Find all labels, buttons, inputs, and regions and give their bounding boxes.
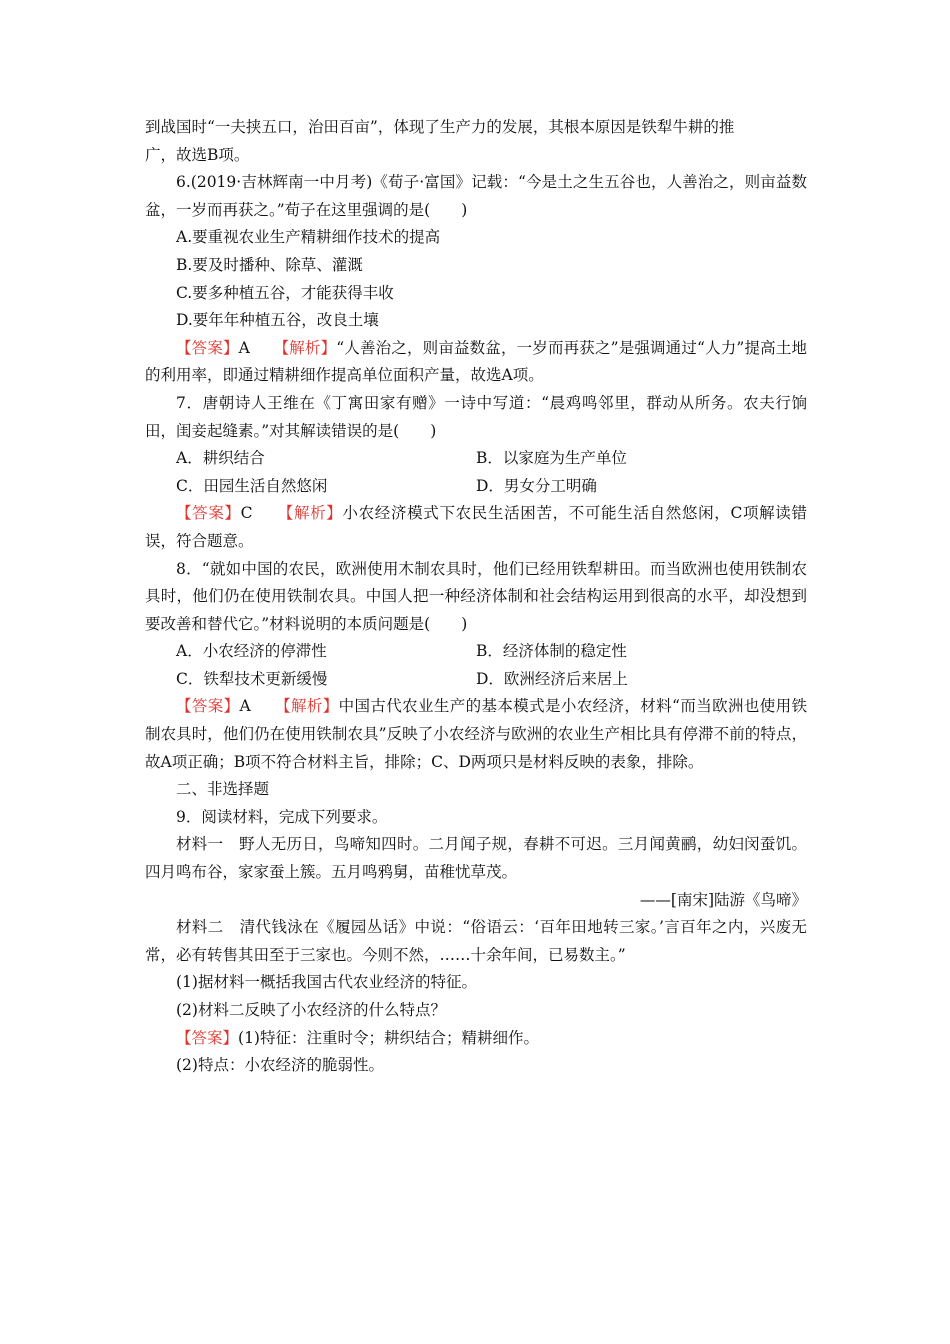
q6-answer: A xyxy=(238,338,266,357)
q7-analysis: 小农经济模式下农民生活困苦，不可能生活自然悠闲，C项解读错误，符合题意。 xyxy=(145,504,807,550)
q9-material-2: 材料二 清代钱泳在《履园丛话》中说：“俗语云：‘百年田地转三家。’言百年之内，兴废无常，必有转售其田至于三家也。今则不然，……十余年间，已易数主。” xyxy=(145,918,807,964)
q7-option-a: A．耕织结合 xyxy=(176,449,265,468)
analysis-tag: 【解析】 xyxy=(285,504,343,523)
q9-subquestion-2: (2)材料二反映了小农经济的什么特点？ xyxy=(176,1001,446,1019)
q7-options-row-2 xyxy=(145,473,807,501)
intro-line-1: 到战国时“一夫挟五口，治田百亩”，体现了生产力的发展，其根本原因是铁犁牛耕的推 xyxy=(145,118,735,136)
q6-option-d: D.要年年种植五谷，改良土壤 xyxy=(176,311,379,330)
answer-tag: 【答案】 xyxy=(176,1028,239,1047)
q8-options-row-1 xyxy=(145,638,807,666)
q8-option-b: B．经济体制的稳定性 xyxy=(476,642,627,661)
intro-line-2: 广，故选B项。 xyxy=(145,145,250,164)
q7-option-b: B．以家庭为生产单位 xyxy=(476,449,627,468)
analysis-tag: 【解析】 xyxy=(281,338,337,357)
q6-analysis: “人善治之，则亩益数盆，一岁而再获之”是强调通过“人力”提高土地的利用率，即通过精耕细作提高单位面积产量，故选A项。 xyxy=(145,338,807,385)
q9-source-1: ——[南宋]陆游《鸟啼》 xyxy=(639,890,807,909)
q8-option-a: A．小农经济的停滞性 xyxy=(176,642,327,661)
q9-answer-2: (2)特点：小农经济的脆弱性。 xyxy=(176,1056,384,1075)
analysis-tag: 【解析】 xyxy=(282,697,339,716)
q6-option-b: B.要及时播种、除草、灌溉 xyxy=(176,255,363,274)
q9-stem: 9．阅读材料，完成下列要求。 xyxy=(176,807,388,826)
q7-answer: C xyxy=(240,504,270,523)
q7-options-row-1 xyxy=(145,445,807,473)
section-title: 二、非选择题 xyxy=(176,780,270,799)
q7-option-d: D．男女分工明确 xyxy=(476,476,597,495)
q8-answer-block xyxy=(145,693,807,776)
q8-analysis: 中国古代农业生产的基本模式是小农经济，材料“而当欧洲也使用铁制农具时，他们仍在使用铁制农具”反映了小农经济与欧洲的农业生产相比具有停滞不前的特点，故A项正确；B项不符合材料主旨，排除；C、D两项只是材料反映的表象，排除。 xyxy=(145,697,807,771)
q9-subquestion-1: (1)据材料一概括我国古代农业经济的特征。 xyxy=(176,973,477,992)
q7-answer-block xyxy=(145,500,807,555)
q9-answer-1-block xyxy=(145,1025,807,1053)
q6-answer-block xyxy=(145,335,807,390)
q8-option-c: C．铁犁技术更新缓慢 xyxy=(176,669,328,688)
q6-option-a: A.要重视农业生产精耕细作技术的提高 xyxy=(176,228,441,247)
q8-answer: A xyxy=(239,697,267,716)
q7-stem: 7．唐朝诗人王维在《丁寓田家有赠》一诗中写道：“晨鸡鸣邻里，群动从所务。农夫行饷田，闺妾起缝素。”对其解读错误的是( ) xyxy=(145,393,807,440)
answer-tag: 【答案】 xyxy=(176,697,240,716)
q8-options-row-2 xyxy=(145,666,807,694)
q9-answer-1: (1)特征：注重时令；耕织结合；精耕细作。 xyxy=(238,1028,539,1047)
answer-tag: 【答案】 xyxy=(176,338,239,357)
document-page xyxy=(145,114,807,1080)
answer-tag: 【答案】 xyxy=(176,504,241,523)
q8-stem: 8．“就如中国的农民，欧洲使用木制农具时，他们已经用铁犁耕田。而当欧洲也使用铁制农具时，他们仍在使用铁制农具。中国人把一种经济体制和社会结构运用到很高的水平，却没想到要改善和替代它。”材料说明的本质问题是( ) xyxy=(145,559,807,633)
q6-stem: 6.(2019·吉林辉南一中月考)《荀子·富国》记载：“今是土之生五谷也，人善治之，则亩益数盆，一岁而再获之。”荀子在这里强调的是( ) xyxy=(145,173,807,219)
q7-option-c: C．田园生活自然悠闲 xyxy=(176,476,328,495)
q6-option-c: C.要多种植五谷，才能获得丰收 xyxy=(176,283,394,302)
q8-option-d: D．欧洲经济后来居上 xyxy=(476,669,628,688)
q9-material-1: 材料一 野人无历日，鸟啼知四时。二月闻子规，春耕不可迟。三月闻黄鹂，幼妇闵蚕饥。四月鸣布谷，家家蚕上簇。五月鸣鸦舅，苗稚忧草茂。 xyxy=(145,835,807,882)
